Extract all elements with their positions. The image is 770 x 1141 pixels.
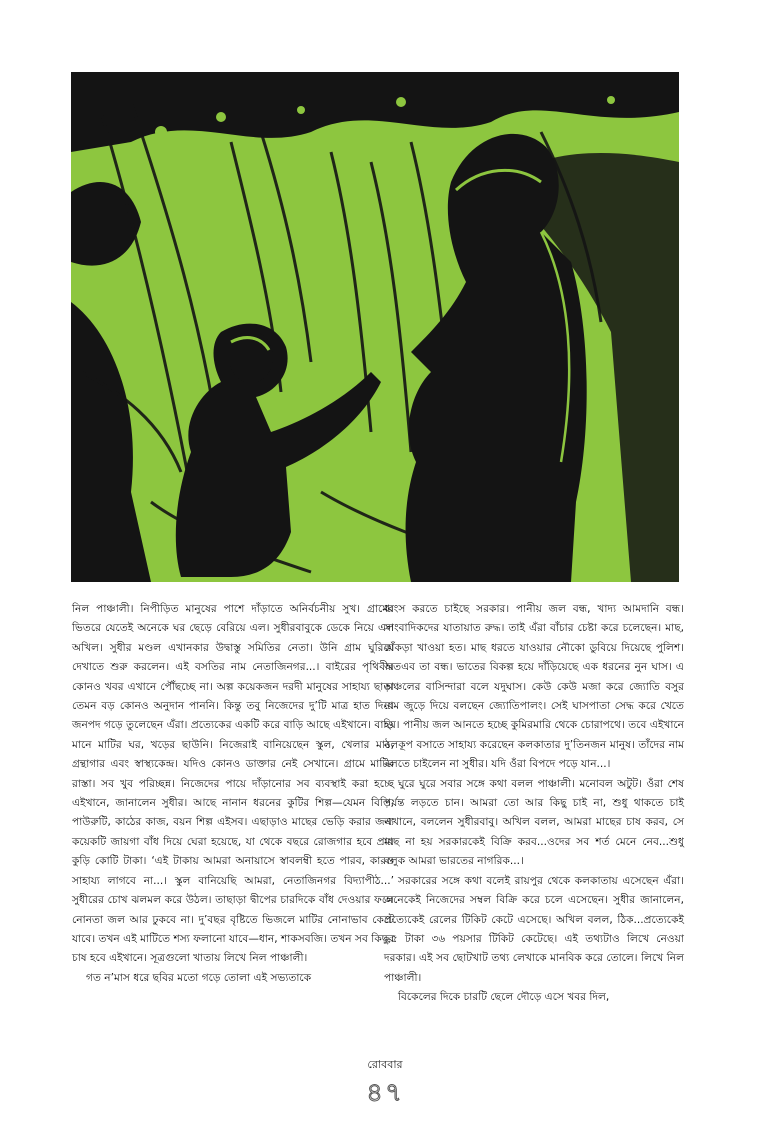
paragraph: সরকারের সঙ্গে কথা বলেই রায়পুর থেকে কলকাতায় এসেছেন এঁরা। অনেকেই নিজেদের সম্বল বিক্রি করে চলে এসেছেন। সুধীর জানালেন, প্রত্যেকেই রেলের টিকিট কেটে এসেছে। অখিল বলল, ঠিক...প্রত্যেকেই ২৫ টাকা ৩৬ পয়সার টিকিট কেটেছে। এই তথ্যটাও লিখে নেওয়া দরকার। এই সব ছোটখাট তথ্য লেখাকে মানবিক করে তোলে। লিখে নিল পাঞ্চালী। xyxy=(384,874,684,984)
page-number: ৪৭ xyxy=(366,1078,404,1108)
illustration-drawing xyxy=(71,72,679,582)
text-column-left xyxy=(72,600,394,988)
magazine-name: রোববার xyxy=(367,1058,403,1071)
paragraph: ঘুরে ঘুরে সবার সঙ্গে কথা বলল পাঞ্চালী। মনোবল অটুট। ওঁরা শেষ পর্যন্ত লড়তে চান। আমরা তো আর কিছু চাই না, শুধু থাকতে চাই এখানে, বললেন সুধীরবাবু। অখিল বলল, আমরা মাছের চাষ করব, সে মাছ না হয় সরকারকেই বিক্রি করব...ওদের সব শর্ত মেনে নেব...শুধু বলুক আমরা ভারতের নাগরিক...। xyxy=(384,777,684,868)
text-column-right xyxy=(384,600,684,1008)
paragraph: ধ্বংস করতে চাইছে সরকার। পানীয় জল বন্ধ, খাদ্য আমদানি বন্ধ। সাংবাদিকদের যাতায়াত রুদ্ধ। তাই এঁরা বাঁচার চেষ্টা করে চলেছেন। মাছ, কাঁকড়া খাওয়া হত। মাছ ধরতে যাওয়ার নৌকো ডুবিয়ে দিয়েছে পুলিশ। অতএব তা বন্ধ। ভাতের বিকল্প হয়ে দাঁড়িয়েছে এক ধরনের নুন ঘাস। এ অঞ্চলের বাসিন্দারা বলে যদুঘাস। কেউ কেউ মজা করে জ্যোতি বসুর নাম জুড়ে দিয়ে বলছেন জ্যোতিপালং। সেই ঘাসপাতা সেদ্ধ করে খেতে হয়। পানীয় জল আনতে হচ্ছে কুমিরমারি থেকে চোরাপথে। তবে এইখানে নলকূপ বসাতে সাহায্য করেছেন কলকাতার দু’তিনজন মানুষ। তাঁদের নাম বলতে চাইলেন না সুধীর। যদি ওঁরা বিপদে পড়ে যান...। xyxy=(384,603,684,771)
paragraph: নিল পাঞ্চালী। নিপীড়িত মানুষের পাশে দাঁড়াতে অনির্বচনীয় সুখ। গ্রামের ভিতরে যেতেই অনেকে ঘর ছেড়ে বেরিয়ে এল। সুধীরবাবুকে ডেকে নিয়ে এল অখিল। সুধীর মণ্ডল এখানকার উদ্বাস্তু সমিতির নেতা। উনি গ্রাম ঘুরিয়ে দেখাতে শুরু করলেন। এই বসতির নাম নেতাজিনগর...। বাইরের পৃথিবীর কোনও খবর এখানে পৌঁছচ্ছে না। অল্প কয়েকজন দরদী মানুষের সাহায্য ছাড়া তেমন বড় কোনও অনুদান পাননি। কিন্তু তবু নিজেদের দু’টি মাত্র হাত দিয়ে জনপদ গড়ে তুলেছেন এঁরা। প্রত্যেকের একটি করে বাড়ি আছে এইখানে। বাড়ি মানে মাটির ঘর, খড়ের ছাউনি। নিজেরাই বানিয়েছেন স্কুল, খেলার মাঠ, গ্রন্থাগার এবং স্বাস্থ্যকেন্দ্র। যদিও কোনও ডাক্তার নেই সেখানে। গ্রামে মাটির রাস্তা। সব খুব পরিচ্ছন্ন। নিজেদের পায়ে দাঁড়ানোর সব ব্যবস্থাই করা হচ্ছে এইখানে, জানালেন সুধীর। আছে নানান ধরনের কুটির শিল্প—যেমন বিড়ি, পাউরুটি, কাঠের কাজ, বয়ন শিল্প এইসব। এছাড়াও মাছের ভেড়ি করার জন্য কয়েকটি জায়গা বাঁধ দিয়ে ঘেরা হয়েছে, যা থেকে বছরে রোজগার হবে প্রায় কুড়ি কোটি টাকা। ‘এই টাকায় আমরা অনায়াসে স্বাবলম্বী হতে পারব, কারও সাহায্য লাগবে না...। স্কুল বানিয়েছি আমরা, নেতাজিনগর বিদ্যাপীঠ...’ সুধীরের চোখ ঝলমল করে উঠল। তাছাড়া দ্বীপের চারদিকে বাঁধ দেওয়ার ফলে নোনতা জল আর ঢুকবে না। দু’বছর বৃষ্টিতে ভিজলে মাটির নোনাভাব কেটে যাবে। তখন এই মাটিতে শস্য ফলানো যাবে—ধান, শাকসবজি। তখন সব কিছুর চাষ হবে এইখানে। সূত্রগুলো খাতায় লিখে নিল পাঞ্চালী। xyxy=(72,603,394,965)
paragraph: গত ন’মাস ধরে ছবির মতো গড়ে তোলা এই সভ্যতাকে xyxy=(86,971,312,984)
woodcut-illustration xyxy=(71,72,679,582)
paragraph: বিকেলের দিকে চারটি ছেলে দৌড়ে এসে খবর দিল, xyxy=(398,991,610,1004)
